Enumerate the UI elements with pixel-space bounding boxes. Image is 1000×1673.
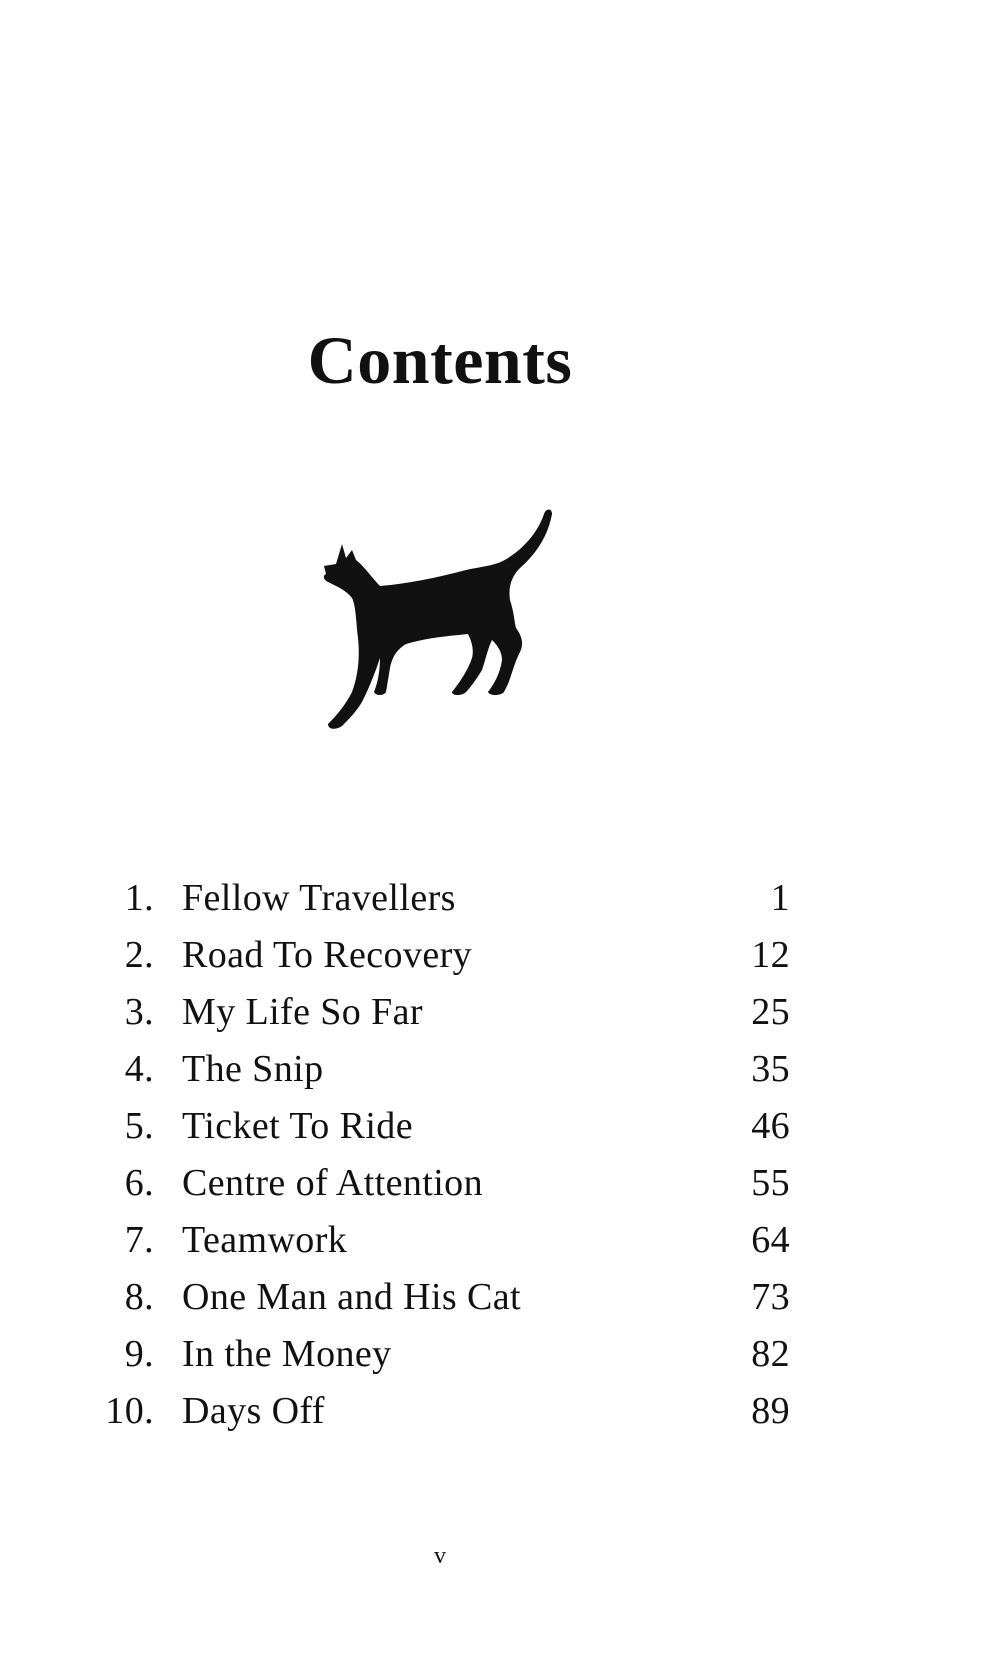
chapter-title: Teamwork xyxy=(182,1219,348,1261)
chapter-page-number: 46 xyxy=(751,1105,790,1147)
chapter-page-number: 64 xyxy=(751,1219,790,1261)
black-cat-silhouette-icon xyxy=(316,508,572,736)
chapter-number: 3. xyxy=(124,991,154,1033)
chapter-title: One Man and His Cat xyxy=(182,1276,521,1318)
toc-entry[interactable] xyxy=(90,1041,790,1098)
chapter-title: Days Off xyxy=(182,1390,325,1432)
chapter-title: Centre of Attention xyxy=(182,1162,483,1204)
chapter-number: 2. xyxy=(124,934,154,976)
chapter-page-number: 89 xyxy=(751,1390,790,1432)
chapter-number: 9. xyxy=(124,1333,154,1375)
toc-entry[interactable] xyxy=(90,1269,790,1326)
chapter-number: 10. xyxy=(105,1390,154,1432)
toc-entry[interactable] xyxy=(90,1383,790,1440)
chapter-page-number: 35 xyxy=(751,1048,790,1090)
chapter-title: Fellow Travellers xyxy=(182,877,456,919)
toc-entry[interactable] xyxy=(90,870,790,927)
chapter-title: Road To Recovery xyxy=(182,934,473,976)
chapter-page-number: 73 xyxy=(751,1276,790,1318)
chapter-page-number: 55 xyxy=(751,1162,790,1204)
page-title: Contents xyxy=(307,322,573,398)
chapter-title: My Life So Far xyxy=(182,991,423,1033)
chapter-page-number: 82 xyxy=(751,1333,790,1375)
chapter-number: 6. xyxy=(124,1162,154,1204)
chapter-page-number: 1 xyxy=(770,877,790,919)
chapter-number: 1. xyxy=(124,877,154,919)
toc-entry[interactable] xyxy=(90,1212,790,1269)
toc-entry[interactable] xyxy=(90,1155,790,1212)
chapter-number: 5. xyxy=(124,1105,154,1147)
toc-entry[interactable] xyxy=(90,1326,790,1383)
chapter-number: 8. xyxy=(124,1276,154,1318)
chapter-title: The Snip xyxy=(182,1048,324,1090)
toc-entry[interactable] xyxy=(90,984,790,1041)
page-number: v xyxy=(434,1543,446,1569)
chapter-page-number: 25 xyxy=(751,991,790,1033)
chapter-number: 4. xyxy=(124,1048,154,1090)
toc-entry[interactable] xyxy=(90,927,790,984)
chapter-number: 7. xyxy=(124,1219,154,1261)
table-of-contents xyxy=(90,870,790,1440)
chapter-title: In the Money xyxy=(182,1333,392,1375)
chapter-title: Ticket To Ride xyxy=(182,1105,413,1147)
toc-entry[interactable] xyxy=(90,1098,790,1155)
chapter-page-number: 12 xyxy=(751,934,790,976)
